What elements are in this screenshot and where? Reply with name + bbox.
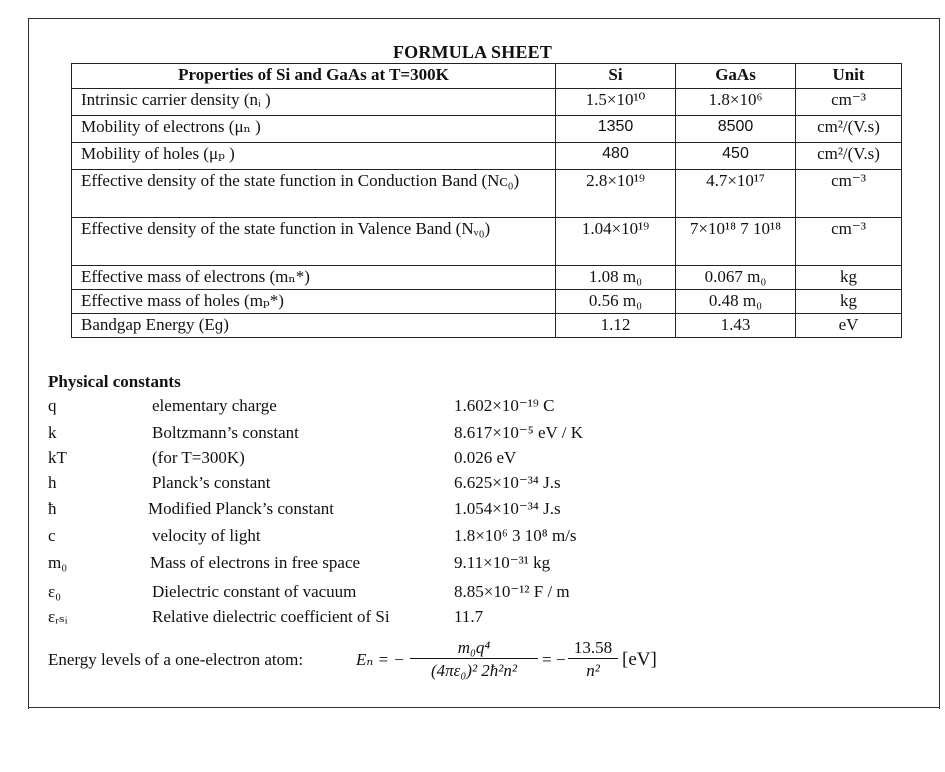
table-row (72, 143, 902, 170)
constant-symbol: εᵣₛᵢ (48, 607, 68, 626)
unit-cell: cm²/(V.s) (796, 116, 902, 143)
energy-formula (48, 640, 748, 700)
constant-value: 0.026 eV (454, 448, 517, 467)
si-value: 1.04×10¹⁹ (556, 218, 676, 266)
si-value: 1.12 (556, 314, 676, 338)
page-frame-bottom (28, 707, 940, 708)
constant-description: (for T=300K) (152, 448, 245, 467)
table-row (72, 89, 902, 116)
gaas-value: 1.8×10⁶ (676, 89, 796, 116)
si-value: 0.56 m₀ (556, 290, 676, 314)
constant-symbol: kT (48, 448, 67, 467)
table-row (72, 218, 902, 266)
formula-denominator-2: n² (568, 658, 618, 681)
table-row (72, 314, 902, 338)
header-unit: Unit (796, 64, 902, 89)
constant-description: Relative dielectric coefficient of Si (152, 607, 390, 626)
constant-value: 1.054×10⁻³⁴ J.s (454, 499, 561, 518)
properties-table (71, 63, 902, 338)
property-cell: Effective density of the state function in Valence Band (Nᵥ₀) (72, 218, 556, 266)
gaas-value: 4.7×10¹⁷ (676, 170, 796, 218)
formula-fraction-2 (568, 638, 618, 681)
gaas-value: 0.067 m₀ (676, 266, 796, 290)
si-value: 480 (556, 143, 676, 170)
property-cell: Bandgap Energy (Eɡ) (72, 314, 556, 338)
constant-description: elementary charge (152, 396, 277, 415)
constant-symbol: ħ (48, 499, 57, 518)
constant-value: 6.625×10⁻³⁴ J.s (454, 473, 561, 492)
property-cell: Mobility of holes (μₚ ) (72, 143, 556, 170)
constant-description: Planck’s constant (152, 473, 271, 492)
constant-description: Mass of electrons in free space (150, 553, 361, 572)
unit-cell: kg (796, 266, 902, 290)
gaas-value: 1.43 (676, 314, 796, 338)
constant-symbol: c (48, 526, 56, 545)
property-cell: Effective mass of electrons (mₙ*) (72, 266, 556, 290)
table-row (72, 170, 902, 218)
table-header-row (72, 64, 902, 89)
gaas-value: 450 (676, 143, 796, 170)
si-value: 1350 (556, 116, 676, 143)
constant-symbol: m₀ (48, 553, 68, 572)
formula-label: Energy levels of a one-electron atom: (48, 650, 304, 669)
si-value: 1.08 m₀ (556, 266, 676, 290)
constant-value: 8.85×10⁻¹² F / m (454, 582, 570, 601)
sheet-title: FORMULA SHEET (392, 42, 553, 62)
constant-row (0, 473, 945, 497)
constant-symbol: h (48, 473, 57, 492)
header-property: Properties of Si and GaAs at T=300K (72, 64, 556, 89)
table-row (72, 116, 902, 143)
property-cell: Effective density of the state function in Conduction Band (Nᴄ₀) (72, 170, 556, 218)
constant-row (0, 396, 945, 420)
formula-equals: = − (542, 650, 566, 669)
formula-lhs: Eₙ = − (356, 650, 405, 669)
gaas-value: 7×10¹⁸ 7 10¹⁸ (676, 218, 796, 266)
unit-cell: cm⁻³ (796, 170, 902, 218)
unit-cell: cm⁻³ (796, 218, 902, 266)
header-si: Si (556, 64, 676, 89)
unit-cell: cm⁻³ (796, 89, 902, 116)
formula-fraction-1 (410, 638, 538, 681)
formula-denominator-1: (4πε₀)² 2ħ²n² (410, 658, 538, 681)
constant-row (0, 526, 945, 550)
constant-row (0, 607, 945, 631)
formula-numerator-2: 13.58 (573, 638, 613, 657)
table-row (72, 266, 902, 290)
si-value: 1.5×10¹⁰ (556, 89, 676, 116)
header-gaas: GaAs (676, 64, 796, 89)
property-cell: Effective mass of holes (mₚ*) (72, 290, 556, 314)
constant-symbol: ε₀ (48, 582, 62, 601)
constant-row (0, 553, 945, 577)
unit-cell: eV (796, 314, 902, 338)
constant-symbol: q (48, 396, 57, 415)
unit-cell: kg (796, 290, 902, 314)
constant-description: velocity of light (152, 526, 261, 545)
constants-title: Physical constants (48, 372, 181, 391)
constant-value: 11.7 (454, 607, 484, 626)
constant-symbol: k (48, 423, 57, 442)
constant-row (0, 423, 945, 447)
constant-row (0, 582, 945, 606)
constant-description: Dielectric constant of vacuum (152, 582, 357, 601)
constant-value: 8.617×10⁻⁵ eV / K (454, 423, 584, 442)
constant-row (0, 499, 945, 523)
gaas-value: 8500 (676, 116, 796, 143)
constant-description: Boltzmann’s constant (152, 423, 299, 442)
table-row (72, 290, 902, 314)
constant-row (0, 448, 945, 472)
constant-value: 1.8×10⁶ 3 10⁸ m/s (454, 526, 577, 545)
property-cell: Mobility of electrons (μₙ ) (72, 116, 556, 143)
formula-numerator-1: m₀q⁴ (457, 638, 491, 657)
si-value: 2.8×10¹⁹ (556, 170, 676, 218)
constant-value: 1.602×10⁻¹⁹ C (454, 396, 555, 415)
gaas-value: 0.48 m₀ (676, 290, 796, 314)
constant-value: 9.11×10⁻³¹ kg (454, 553, 551, 572)
unit-cell: cm²/(V.s) (796, 143, 902, 170)
property-cell: Intrinsic carrier density (nᵢ ) (72, 89, 556, 116)
formula-unit: [eV] (622, 649, 657, 670)
constant-description: Modified Planck’s constant (148, 499, 335, 518)
